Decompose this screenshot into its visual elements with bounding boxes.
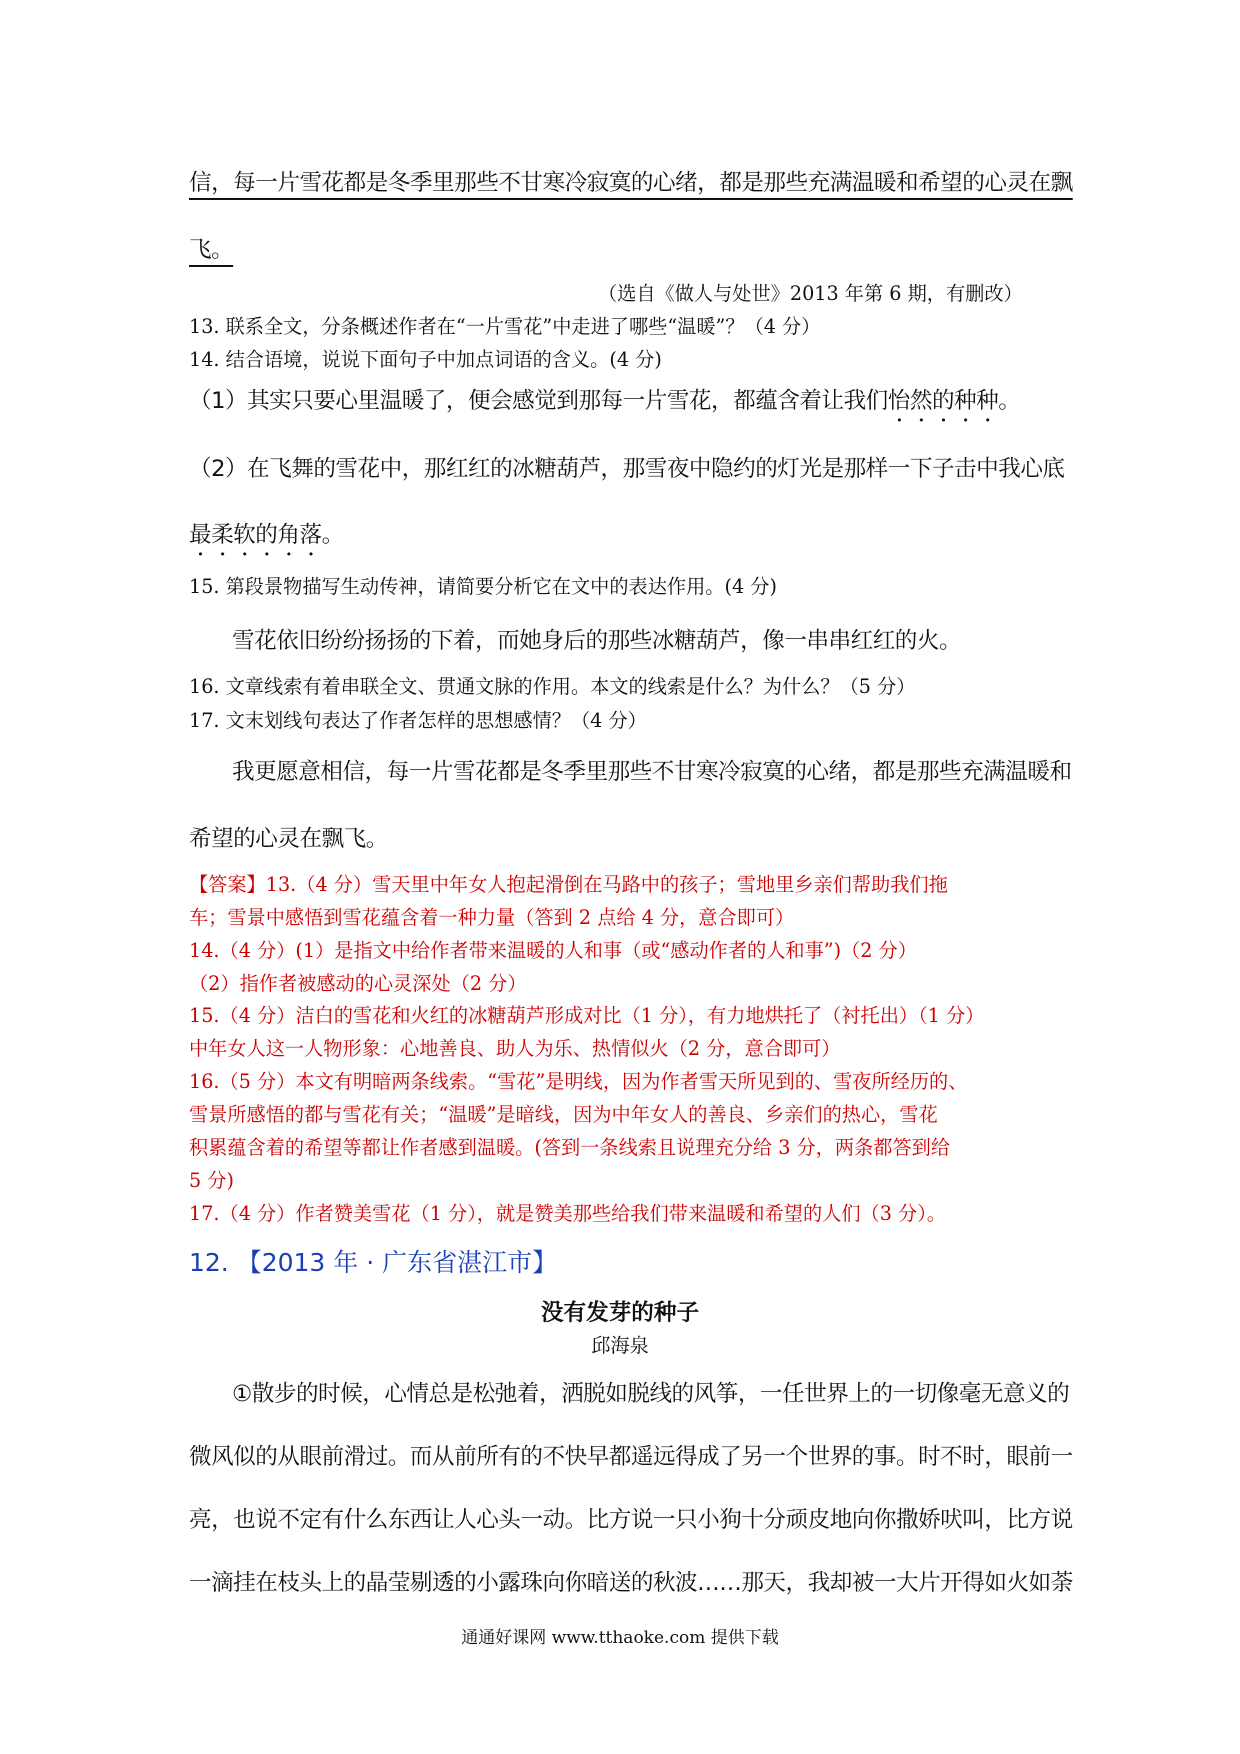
question-14-sentence-1: （1）其实只要心里温暖了，便会感觉到那每一片雪花，都蕴含着让我们怡然的种种。 <box>189 388 1021 414</box>
section-heading: 12. 【2013 年 · 广东省湛江市】 <box>189 1248 558 1277</box>
question-14-sentence-2-line1: （2）在飞舞的雪花中，那红红的冰糖葫芦，那雪夜中隐约的灯光是那样一下子击中我心底 <box>189 456 1065 482</box>
question-15-quote: 雪花依旧纷纷扬扬的下着，而她身后的那些冰糖葫芦，像一串串红红的火。 <box>232 628 962 654</box>
answer-line: 16.（5 分）本文有明暗两条线索。“雪花”是明线，因为作者雪天所见到的、雪夜所经历的、 <box>189 1070 968 1093</box>
answer-line: 17.（4 分）作者赞美雪花（1 分），就是赞美那些给我们带来温暖和希望的人们（3 分）。 <box>189 1202 946 1225</box>
paragraph-line: 一滴挂在枝头上的晶莹剔透的小露珠向你暗送的秋波……那天，我却被一大片开得如火如荼 <box>189 1570 1073 1596</box>
paragraph-line: 微风似的从眼前滑过。而从前所有的不快早都遥远得成了另一个世界的事。时不时，眼前一 <box>189 1444 1073 1470</box>
question-14-sentence-2-line2: 最柔软的角落。 <box>189 522 344 548</box>
answer-line: 雪景所感悟的都与雪花有关；“温暖”是暗线，因为中年女人的善良、乡亲们的热心，雪花 <box>189 1103 938 1126</box>
answer-line: 14.（4 分）(1）是指文中给作者带来温暖的人和事（或“感动作者的人和事”)（2 分） <box>189 939 917 962</box>
question-13: 13. 联系全文，分条概述作者在“一片雪花”中走进了哪些“温暖”？（4 分） <box>189 315 821 338</box>
source-citation: （选自《做人与处世》2013 年第 6 期，有删改） <box>598 282 1023 305</box>
answer-line: 15.（4 分）洁白的雪花和火红的冰糖葫芦形成对比（1 分），有力地烘托了（衬托出）（1 分） <box>189 1004 985 1027</box>
page-footer: 通通好课网 www.tthaoke.com 提供下载 <box>461 1628 779 1648</box>
question-16: 16. 文章线索有着串联全文、贯通文脉的作用。本文的线索是什么？为什么？（5 分） <box>189 675 916 698</box>
answer-line: 车；雪景中感悟到雪花蕴含着一种力量（答到 2 点给 4 分，意合即可） <box>189 906 795 929</box>
answer-line: 积累蕴含着的希望等都让作者感到温暖。(答到一条线索且说理充分给 3 分，两条都答到给 <box>189 1136 951 1159</box>
article-author: 邱海泉 <box>591 1334 649 1357</box>
emphasized-words: 最柔软的角落 <box>189 522 322 548</box>
emphasized-words: 怡然的种种 <box>887 388 999 414</box>
underlined-sentence-line2: 飞。 <box>189 237 234 263</box>
answer-line: 5 分) <box>189 1169 234 1192</box>
question-14: 14. 结合语境，说说下面句子中加点词语的含义。(4 分) <box>189 348 662 371</box>
article-title: 没有发芽的种子 <box>540 1300 700 1326</box>
question-17-quote-line1: 我更愿意相信，每一片雪花都是冬季里那些不甘寒冷寂寞的心绪，都是那些充满温暖和 <box>232 759 1072 785</box>
underlined-sentence-line1: 信，每一片雪花都是冬季里那些不甘寒冷寂寞的心绪，都是那些充满温暖和希望的心灵在飘 <box>189 170 1073 196</box>
answer-line: 中年女人这一人物形象：心地善良、助人为乐、热情似火（2 分，意合即可） <box>189 1037 841 1060</box>
paragraph-line: ①散步的时候，心情总是松弛着，洒脱如脱线的风筝，一任世界上的一切像毫无意义的 <box>232 1381 1070 1407</box>
answer-line: 【答案】13.（4 分）雪天里中年女人抱起滑倒在马路中的孩子；雪地里乡亲们帮助我们拖 <box>189 873 948 896</box>
question-17: 17. 文末划线句表达了作者怎样的思想感情？（4 分） <box>189 709 647 732</box>
question-17-quote-line2: 希望的心灵在飘飞。 <box>189 826 388 852</box>
question-15: 15. 第段景物描写生动传神，请简要分析它在文中的表达作用。(4 分) <box>189 575 777 598</box>
answer-line: （2）指作者被感动的心灵深处（2 分） <box>189 972 527 995</box>
paragraph-line: 亮，也说不定有什么东西让人心头一动。比方说一只小狗十分顽皮地向你撒娇吠叫，比方说 <box>189 1507 1073 1533</box>
